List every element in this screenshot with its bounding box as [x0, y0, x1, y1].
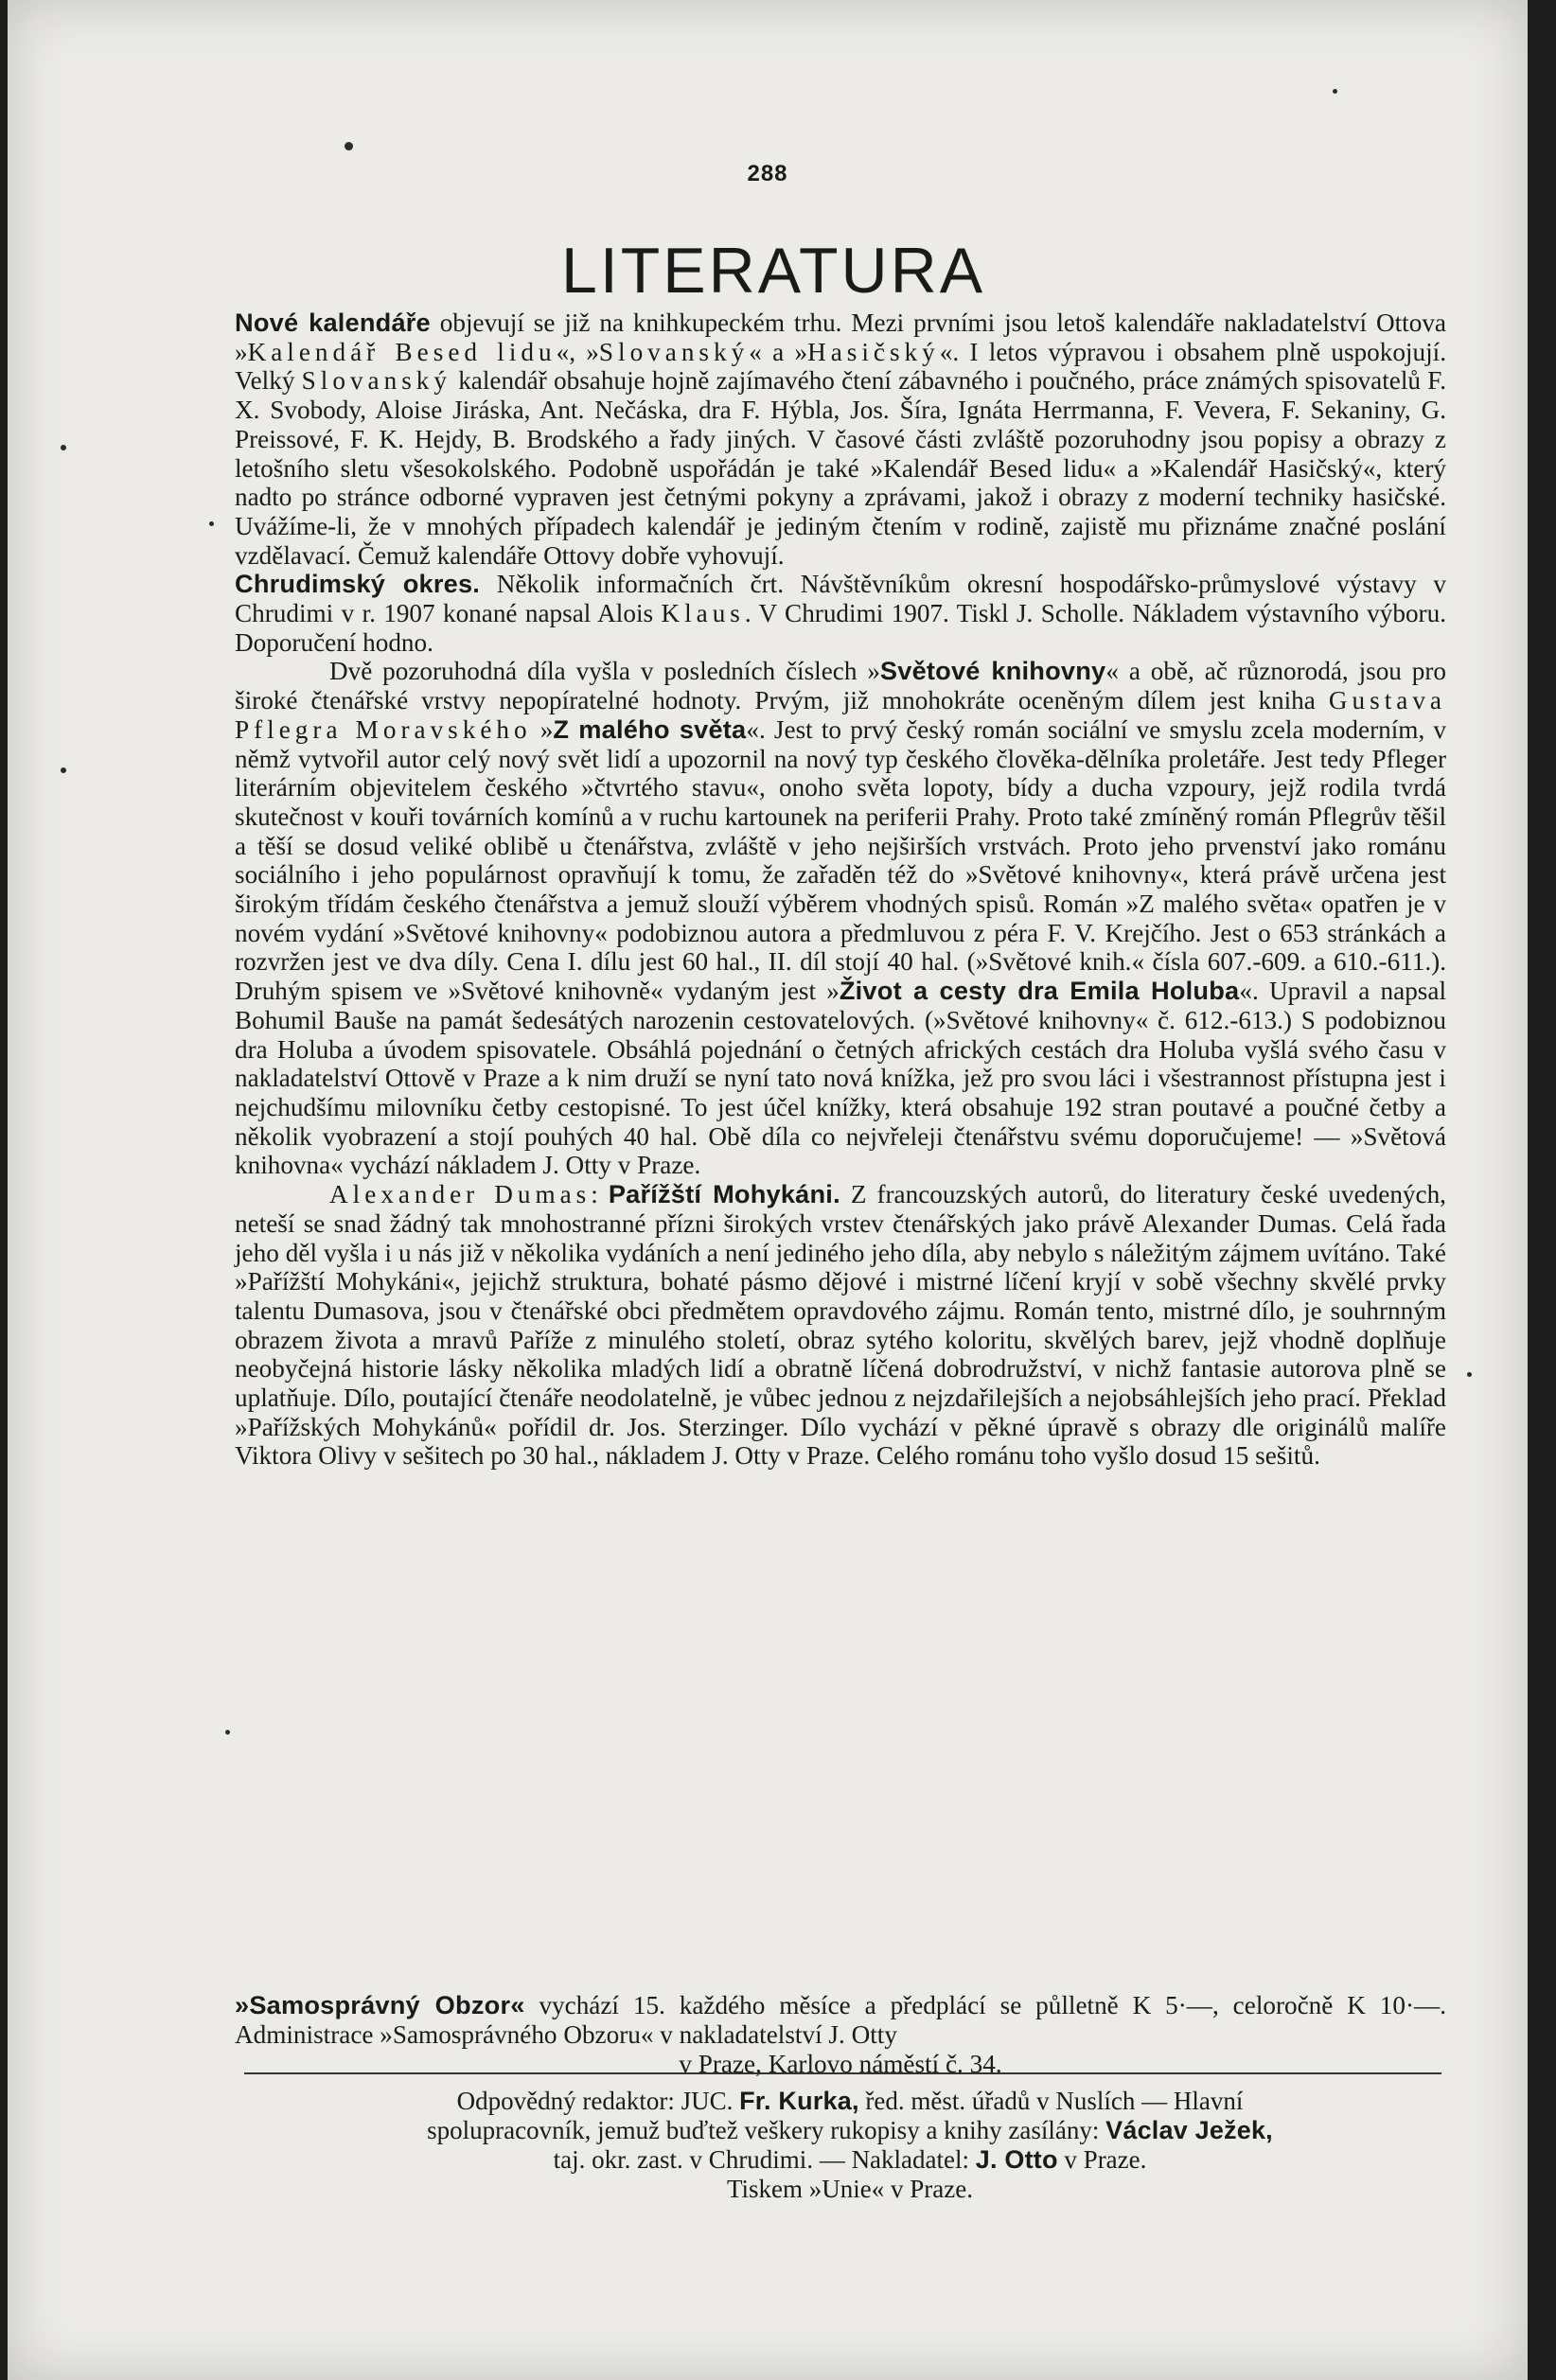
- scan-dust-spot: [209, 521, 214, 526]
- footer-text: spolupracovník, jemuž buďtež veškery rukopisy a knihy zasílány:: [427, 2116, 1106, 2144]
- paragraph-text: Z francouzských autorů, do literatury české uvedených, neteší se snad žádný tak mnohostranné přízni širokých vrstev čtenářských jako právě Alexander Dumas. Celá řada jeho děl vyšla i u nás již v několika vydáních a není jediného jeho díla, aby nebylo s náležitým zájmem uvítáno. Také »Pařížští Mohykáni«, jejichž struktura, bohaté pásmo dějové i mistrné líčení kryjí v sobě všechny skvělé prvky talentu Dumasova, jsou v čtenářské obci předmětem opravdového zájmu. Román tento, mistrné dílo, je souhrnným obrazem života a mravů Paříže z minulého století, obraz sytého koloritu, skvělých barev, jejž vhodně doplňuje neobyčejná historie lásky několika mladých lidí a obratně líčená dobrodružství, v nichž fantasie autorova plně se uplatňuje. Dílo, poutající čtenáře neodolatelně, je vůbec jednou z nejzdařilejších a nejobsáhlejších jeho prací. Překlad »Pařížských Mohykánů« pořídil dr. Jos. Sterzinger. Dílo vychází v pěkné úpravě s obrazy dle originálů malíře Viktora Olivy v sešitech po 30 hal., nákladem J. Otty v Praze. Celého románu toho vyšlo dosud 15 sešitů.: [235, 1180, 1446, 1471]
- spaced-author: Gustava Pflegra Moravského: [235, 686, 1446, 744]
- paragraph-text: Dvě pozoruhodná díla vyšla v posledních číslech »: [329, 657, 880, 686]
- spaced-title: Slovanský: [598, 337, 750, 366]
- footer-line: [239, 2116, 1460, 2145]
- footer-text: v Praze.: [1057, 2145, 1147, 2174]
- bold-title: Z malého světa: [553, 714, 747, 744]
- article-body: [235, 309, 1446, 1471]
- collaborator-name: Václav Ježek,: [1105, 2116, 1273, 2144]
- scan-dust-spot: [61, 445, 66, 450]
- scan-dust-spot: [1467, 1372, 1472, 1377]
- paragraph-dumas: [235, 1180, 1446, 1471]
- paragraph-text: «. Upravil a napsal Bohumil Bauše na památ šedesátých narozenin cestovatelových. (»Světové knihovny« č. 612.-613.) S podobiznou dra Holuba a úvodem spisovatele. Obsáhlá pojednání o četných afrických cestách dra Holuba vyšlá svého času v nakladatelství Ottově v Praze a k nim druží se nyní tato nová knížka, jež pro svou láci i všestrannost přístupna jest i nejchudšímu milovníku četby cestopisné. To jest účel knížky, která obsahuje 192 stran poutavé a poučné četby a několik vyobrazení a stojí pouhých 40 hal. Obě díla co nejvřeleji čtenářstvu svému doporučujeme! — »Světová knihovna« vychází nákladem J. Otty v Praze.: [235, 977, 1446, 1180]
- scan-dust-spot: [1333, 89, 1337, 94]
- paragraph-calendars: [235, 309, 1446, 570]
- bold-title: Život a cesty dra Emila Holuba: [839, 976, 1240, 1006]
- scan-dust-spot: [61, 767, 66, 773]
- spaced-title: Kalendář Besed lidu: [247, 337, 557, 366]
- bold-title: Pařížští Mohykáni.: [608, 1179, 840, 1209]
- footer-line: Tiskem »Unie« v Praze.: [727, 2175, 973, 2203]
- paragraph-text: . V Chrudimi 1907. Tiskl J. Scholle. Nákladem výstavního výboru. Doporučení hodno.: [235, 599, 1447, 657]
- editor-name: Fr. Kurka,: [739, 2087, 859, 2115]
- footer-line: [239, 2087, 1460, 2116]
- paragraph-text: objevují se již na knihkupeckém trhu. Mezi prvními jsou letoš kalendáře nakladatelství Ottova »: [235, 309, 1446, 366]
- scan-dust-spot: [225, 1730, 230, 1735]
- paragraph-text: vychází 15. každého měsíce a předplácí se půlletně K 5·—, celoročně K 10·—. Administrace »Samosprávného Obzoru« v nakladatelství J. Otty: [235, 1991, 1446, 2049]
- paragraph-text: «. I letos výpravou i obsahem plně uspokojují. Velký: [235, 337, 1446, 396]
- section-heading: Chrudimský okres.: [235, 569, 481, 599]
- paragraph-text: Několik informačních črt. Návštěvníkům okresní hospodářsko-průmyslové výstavy v Chrudimi v r. 1907 konané napsal Alois: [235, 570, 1446, 628]
- paragraph-text: kalendář obsahuje hojně zajímavého čtení zábavného i poučného, práce známých spisovatelů F. X. Svobody, Aloise Jiráska, Ant. Nečáska, dra F. Hýbla, Jos. Šíra, Ignáta Herrmanna, F. Vevera, F. Sekaniny, G. Preissové, F. K. Hejdy, B. Brodského a řady jiných. V časové části zvláště pozoruhodny jsou popisy a obrazy z letošního sletu všesokolského. Podobně uspořádán je také »Kalendář Besed lidu« a »Kalendář Hasičský«, který nadto po stránce odborné vypraven jest četnými pokyny a zprávami, jakož i obrazy z moderní techniky hasičské. Uvážíme-li, že v mnohých případech kalendář je jediným čtením v rodině, zajistě mu přiznáme značné poslání vzdělavací. Čemuž kalendáře Ottovy dobře vyhovují.: [235, 366, 1446, 570]
- paragraph-text: »: [531, 714, 554, 744]
- bold-title: »Samosprávný Obzor«: [235, 1990, 525, 2019]
- paragraph-text: :: [591, 1180, 609, 1209]
- scan-dust-spot: [345, 142, 353, 150]
- footer-line: [239, 2145, 1460, 2175]
- page-title: LITERATURA: [561, 235, 986, 307]
- subscription-notice: [235, 1990, 1446, 2079]
- notice-address: v Praze, Karlovo náměstí č. 34.: [679, 2050, 1002, 2078]
- paragraph-chrudim: [235, 570, 1446, 657]
- footer-text: taj. okr. zast. v Chrudimi. — Nakladatel:: [553, 2145, 976, 2174]
- paragraph-text: «, »: [556, 337, 599, 366]
- document-page: [8, 0, 1528, 2380]
- imprint-footer: [239, 2087, 1460, 2204]
- bold-title: Světové knihovny: [879, 656, 1106, 686]
- publisher-name: J. Otto: [975, 2145, 1058, 2174]
- spaced-title: Hasičský: [807, 337, 940, 366]
- paragraph-text: « a obě, ač různorodá, jsou pro široké čtenářské vrstvy nepopíratelné hodnoty. Prvým, již mnohokráte oceněným dílem jest kniha: [235, 657, 1446, 715]
- spaced-author: Alexander Dumas: [329, 1180, 592, 1209]
- footer-divider: [244, 2072, 1441, 2074]
- page-number: 288: [747, 161, 788, 186]
- notice-text: [235, 1990, 1446, 2050]
- paragraph-text: « a »: [749, 337, 808, 366]
- paragraph-world-library: [235, 657, 1446, 1180]
- footer-text: Odpovědný redaktor: JUC.: [456, 2087, 740, 2115]
- footer-text: řed. měst. úřadů v Nuslích — Hlavní: [858, 2087, 1244, 2115]
- spaced-author: Klaus: [661, 599, 745, 628]
- section-heading: Nové kalendáře: [235, 308, 431, 337]
- spaced-title: Slovanský: [301, 366, 451, 396]
- paragraph-text: «. Jest to prvý český román sociální ve smyslu zcela moderním, v němž vytvořil autor celý nový svět lidí a upozornil na nový typ českého člověka-dělníka proletáře. Jest tedy Pfleger literárním objevitelem českého »čtvrtého stavu«, onoho světa lopoty, bídy a ducha vzpoury, jejž rodila tvrdá skutečnost v kouři továrních komínů a v ruchu kartounek na periferii Prahy. Proto také zmíněný román Pflegrův těšil a těší se dosud veliké oblibě u čtenářstva, zvláště v jeho nejširších vrstvách. Proto jeho prvenství jako románu sociálního i jeho populárnost opravňují k tomu, že zařaděn též do »Světové knihovny«, která právě určena jest širokým třídám českého čtenářstva a jemuž slouží výběrem vhodných spisů. Román »Z malého světa« opatřen je v novém vydání »Světové knihovny« podobiznou autora a předmluvou z péra F. V. Krejčího. Jest o 653 stránkách a rozvržen jest ve dva díly. Cena I. dílu jest 60 hal., II. díl stojí 40 hal. (»Světové knih.« čísla 607.-609. a 610.-611.). Druhým spisem ve »Světové knihovně« vydaným jest »: [235, 714, 1447, 1006]
